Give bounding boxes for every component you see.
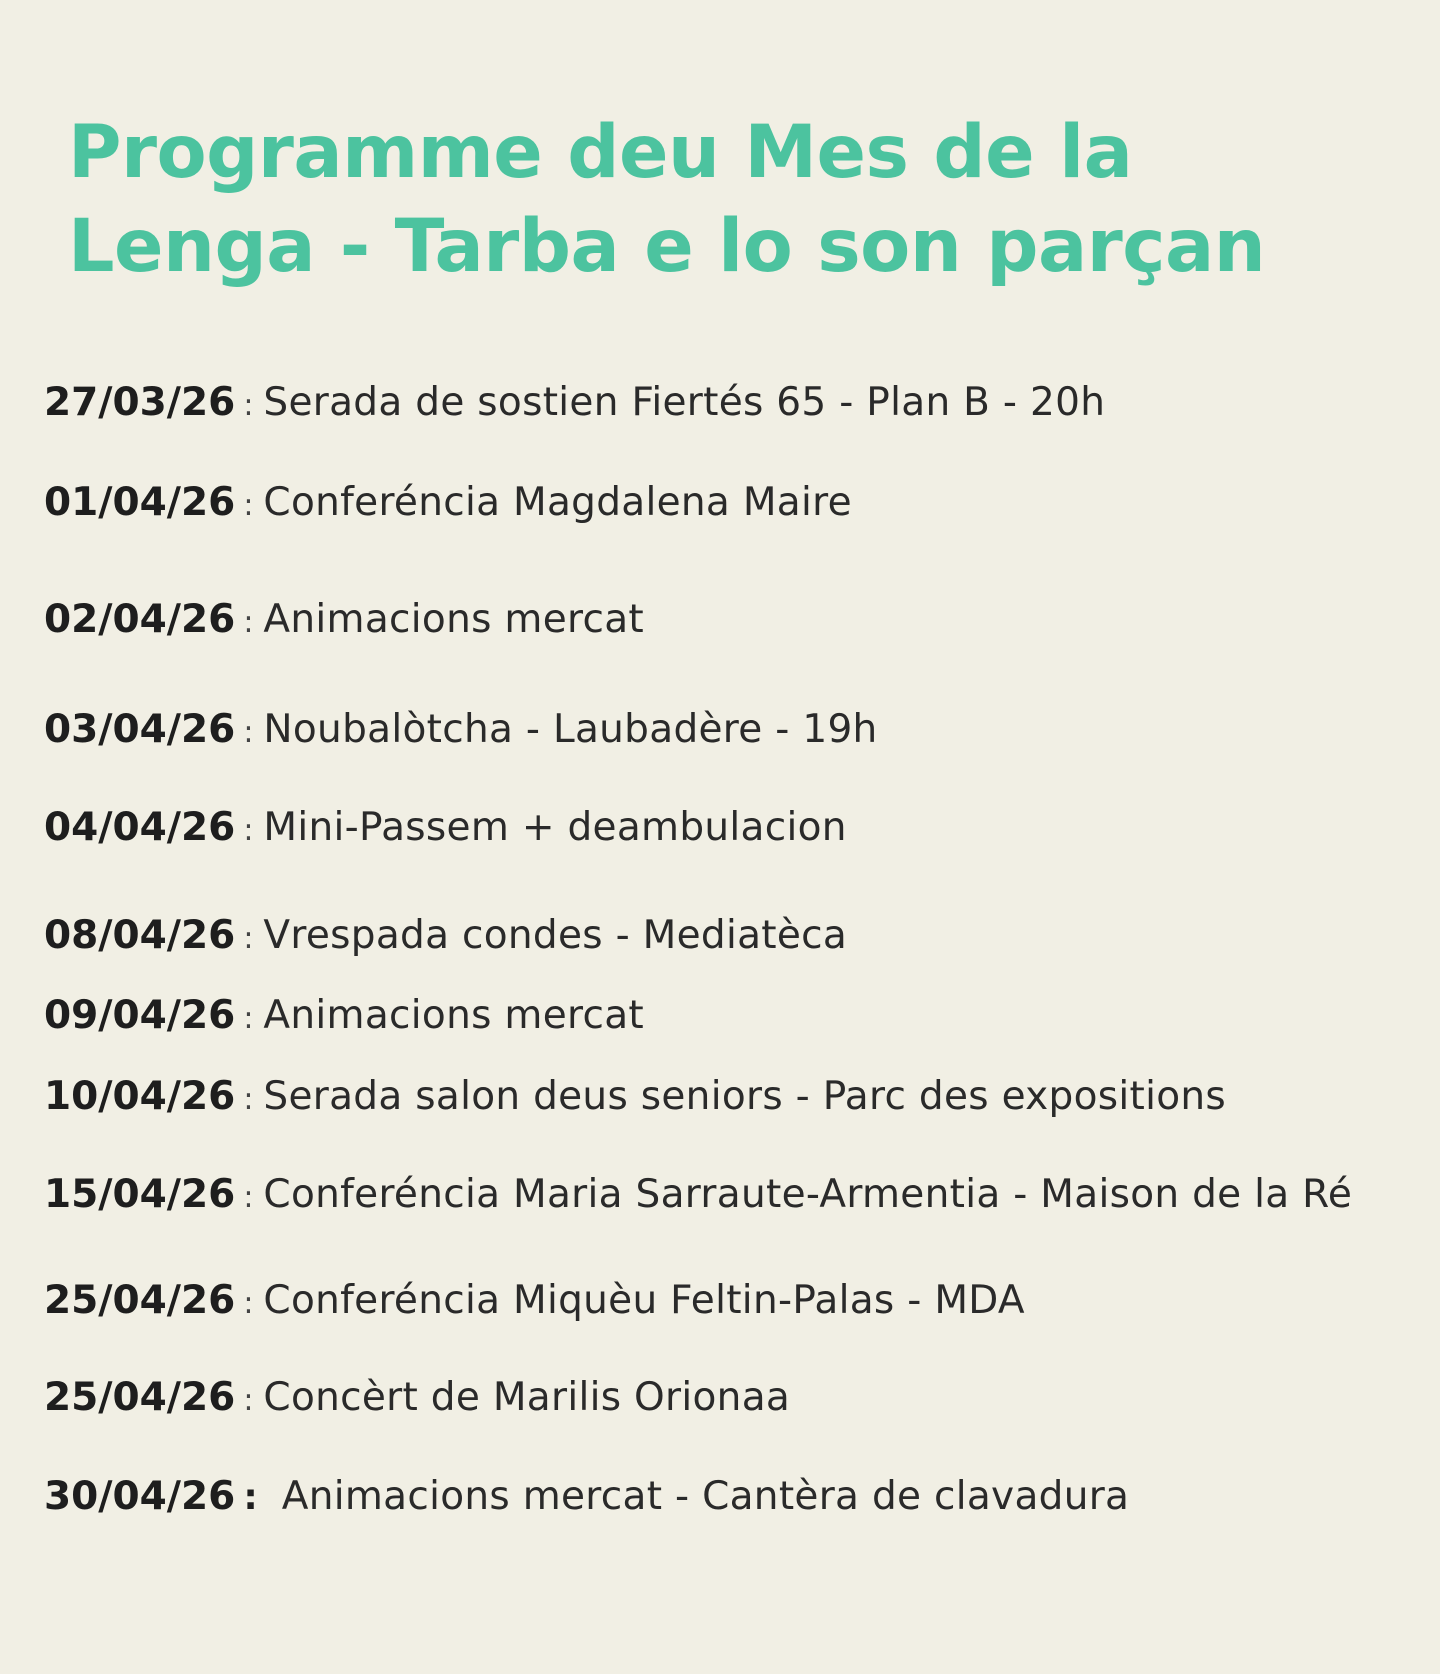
event-separator: : (243, 488, 254, 523)
event-separator: : (243, 1286, 254, 1321)
event-item (44, 595, 644, 648)
event-item (44, 705, 878, 758)
event-date: 30/04/26 (44, 1474, 236, 1519)
event-description: Mini-Passem + deambulacion (263, 805, 847, 850)
event-separator: : (243, 1180, 254, 1215)
event-description: Concèrt de Marilis Orionaa (263, 1375, 791, 1420)
event-description: Animacions mercat - Cantèra de clavadura (281, 1474, 1130, 1519)
event-separator: : (243, 605, 254, 640)
event-date: 25/04/26 (44, 1278, 236, 1323)
event-description: Conferéncia Magdalena Maire (263, 480, 852, 525)
event-description: Vrespada condes - Mediatèca (263, 913, 848, 958)
event-separator: : (243, 388, 254, 423)
event-description: Serada de sostien Fiertés 65 - Plan B - 20h (263, 380, 1106, 425)
event-separator: : (243, 1383, 254, 1418)
event-item (44, 1170, 1352, 1223)
event-date: 10/04/26 (44, 1074, 236, 1119)
event-item (44, 378, 1105, 431)
event-separator: : (243, 1477, 258, 1518)
event-item (44, 803, 847, 856)
event-item (44, 1373, 790, 1426)
event-item (44, 1276, 1025, 1329)
event-description: Animacions mercat (263, 993, 645, 1038)
event-date: 09/04/26 (44, 993, 236, 1038)
event-separator: : (243, 715, 254, 750)
event-item (44, 1472, 1129, 1523)
event-description: Noubalòtcha - Laubadère - 19h (263, 707, 878, 752)
event-separator: : (243, 921, 254, 956)
event-separator: : (243, 1001, 254, 1036)
event-date: 03/04/26 (44, 707, 236, 752)
event-date: 27/03/26 (44, 380, 236, 425)
event-separator: : (243, 1082, 254, 1117)
event-description: Conferéncia Maria Sarraute-Armentia - Maison de la Ré (263, 1172, 1353, 1217)
event-description: Animacions mercat (263, 597, 645, 642)
page-title (68, 106, 1368, 294)
event-description: Serada salon deus seniors - Parc des expositions (263, 1074, 1227, 1119)
page-title-line-1: Programme deu Mes de la (68, 110, 1133, 195)
event-separator: : (243, 813, 254, 848)
page-title-line-2: Lenga - Tarba e lo son parçan (68, 204, 1266, 289)
event-date: 15/04/26 (44, 1172, 236, 1217)
event-date: 01/04/26 (44, 480, 236, 525)
event-description: Conferéncia Miquèu Feltin-Palas - MDA (263, 1278, 1025, 1323)
event-item (44, 478, 852, 531)
event-date: 04/04/26 (44, 805, 236, 850)
event-item (44, 1072, 1226, 1125)
event-item (44, 991, 644, 1044)
event-date: 25/04/26 (44, 1375, 236, 1420)
event-date: 02/04/26 (44, 597, 236, 642)
event-date: 08/04/26 (44, 913, 236, 958)
event-item (44, 911, 847, 964)
